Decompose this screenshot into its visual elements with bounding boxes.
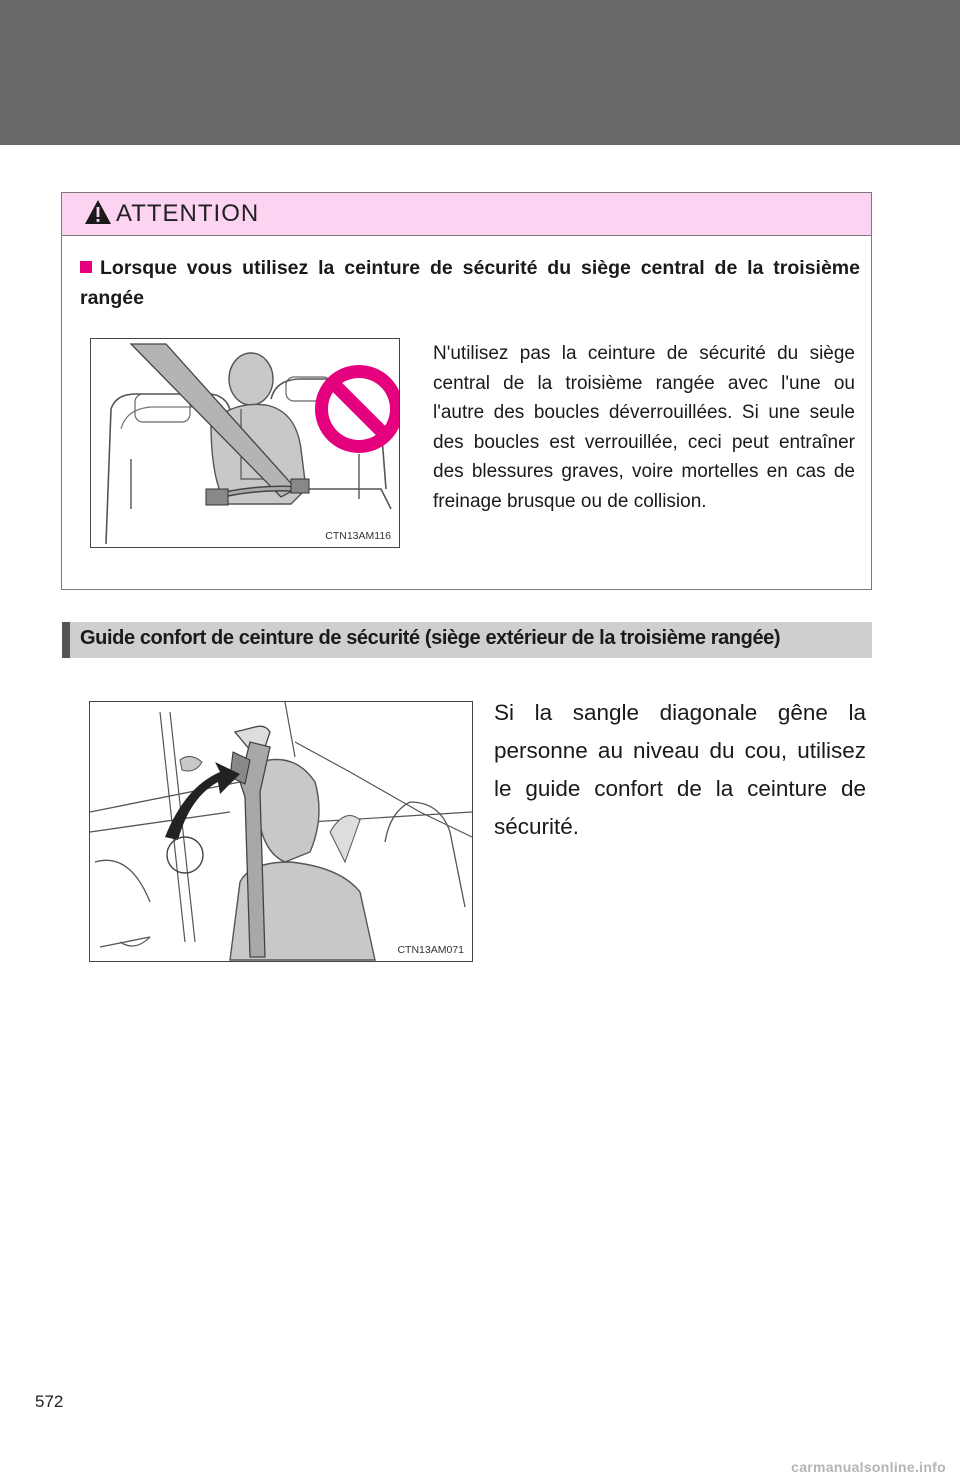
figure-code: CTN13AM116	[325, 530, 391, 542]
attention-body: N'utilisez pas la ceinture de sécurité du siège central de la troisième rangée avec l'une ou l'autre des boucles déverrouillées. Si une seule des boucles est verrouillée, ceci peut entraîner des blessures graves, voire mortelles en cas de freinage brusque ou de collision.	[433, 343, 855, 512]
warning-triangle-icon	[84, 199, 112, 225]
page-number: 572	[35, 1392, 64, 1411]
attention-heading-text: Lorsque vous utilisez la ceinture de sécurité du siège central de la troisième rangée	[80, 257, 860, 309]
bullet-icon	[80, 261, 92, 273]
comfort-guide-illustration	[90, 702, 472, 961]
section-title-bar	[62, 622, 872, 658]
seat-illustration	[91, 339, 399, 547]
guide-text: Si la sangle diagonale gêne la personne au niveau du cou, utilisez le guide confort de la ceinture de sécurité.	[494, 700, 866, 839]
attention-title: ATTENTION	[116, 200, 260, 227]
prohibition-icon	[315, 365, 399, 453]
header-band	[0, 0, 960, 145]
attention-box	[61, 192, 872, 590]
figure-comfort-guide	[89, 701, 473, 962]
figure-code: CTN13AM071	[397, 944, 464, 956]
attention-header	[62, 193, 871, 236]
figure-middle-seat-belt	[90, 338, 400, 548]
attention-heading	[80, 253, 860, 313]
watermark[interactable]: carmanualsonline.info	[791, 1459, 946, 1475]
section-title: Guide confort de ceinture de sécurité (siège extérieur de la troisième rangée)	[80, 627, 781, 649]
